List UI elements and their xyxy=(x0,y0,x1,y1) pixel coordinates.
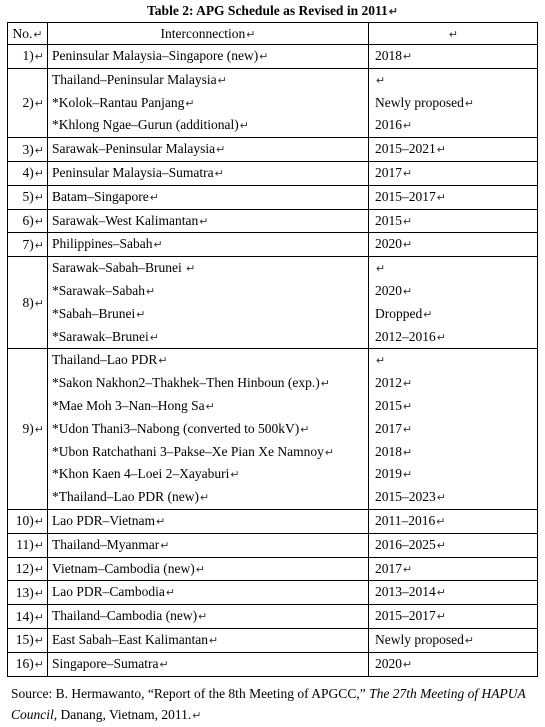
table-row xyxy=(8,628,538,652)
row-number: 12)↵ xyxy=(8,557,48,581)
interconnection-line: *Sakon Nakhon2–Thakhek–Then Hinboun (exp.)↵ xyxy=(52,375,330,391)
row-number: 14)↵ xyxy=(8,605,48,629)
interconnection-cell xyxy=(48,45,369,69)
interconnection-cell xyxy=(48,581,369,605)
table-row xyxy=(8,509,538,533)
interconnection-line: Philippines–Sabah↵ xyxy=(52,236,163,252)
year-line: 2015–2017↵ xyxy=(375,608,446,624)
year-cell xyxy=(369,209,538,233)
header-interconnection: Interconnection↵ xyxy=(48,23,369,45)
interconnection-line: Peninsular Malaysia–Singapore (new)↵ xyxy=(52,48,269,63)
interconnection-cell xyxy=(48,68,369,137)
interconnection-cell xyxy=(48,652,369,676)
interconnection-cell xyxy=(48,257,369,349)
year-line: 2015–2023↵ xyxy=(375,489,446,505)
interconnection-line: Thailand–Cambodia (new)↵ xyxy=(52,608,208,624)
interconnection-line: Thailand–Peninsular Malaysia↵ xyxy=(52,71,227,87)
row-number: 8)↵ xyxy=(8,257,48,349)
row-number: 15)↵ xyxy=(8,628,48,652)
interconnection-line: *Mae Moh 3–Nan–Hong Sa↵ xyxy=(52,397,215,413)
year-line: 2017↵ xyxy=(375,560,413,576)
year-line: 2017↵ xyxy=(375,164,413,180)
table-row xyxy=(8,557,538,581)
row-number: 4)↵ xyxy=(8,161,48,185)
year-line: 2016–2025↵ xyxy=(375,536,446,552)
year-line: 2018↵ xyxy=(375,48,413,63)
year-line: 2011–2016↵ xyxy=(375,512,446,528)
year-cell xyxy=(369,349,538,510)
year-cell xyxy=(369,138,538,162)
year-line: 2015↵ xyxy=(375,397,413,413)
table-row xyxy=(8,349,538,510)
interconnection-line: Singapore–Sumatra↵ xyxy=(52,655,169,671)
year-cell xyxy=(369,628,538,652)
interconnection-line: Sarawak–Sabah–Brunei ↵ xyxy=(52,260,196,276)
year-cell xyxy=(369,652,538,676)
interconnection-line: East Sabah–East Kalimantan↵ xyxy=(52,631,219,647)
year-line: ↵ xyxy=(376,355,386,368)
row-number: 7)↵ xyxy=(8,233,48,257)
header-year: ↵ xyxy=(369,23,538,45)
table-row xyxy=(8,652,538,676)
interconnection-line: *Sarawak–Sabah↵ xyxy=(52,282,156,298)
table-row xyxy=(8,257,538,349)
source-suffix: Danang, Vietnam, 2011. xyxy=(57,707,192,722)
year-line: 2018↵ xyxy=(375,443,413,459)
table-row xyxy=(8,533,538,557)
table-row xyxy=(8,233,538,257)
year-cell xyxy=(369,605,538,629)
table-row xyxy=(8,161,538,185)
interconnection-line: Thailand–Myanmar↵ xyxy=(52,536,170,552)
year-line: 2013–2014↵ xyxy=(375,584,446,600)
interconnection-cell xyxy=(48,605,369,629)
year-line: 2020↵ xyxy=(375,282,413,298)
interconnection-line: *Sarawak–Brunei↵ xyxy=(52,328,159,344)
header-no: No.↵ xyxy=(8,23,48,45)
interconnection-line: Peninsular Malaysia–Sumatra↵ xyxy=(52,164,224,180)
table-row xyxy=(8,605,538,629)
interconnection-cell xyxy=(48,628,369,652)
interconnection-line: Sarawak–Peninsular Malaysia↵ xyxy=(52,141,226,157)
year-cell xyxy=(369,45,538,69)
year-cell xyxy=(369,509,538,533)
apg-schedule-table xyxy=(7,22,538,677)
row-number: 9)↵ xyxy=(8,349,48,510)
interconnection-cell xyxy=(48,209,369,233)
year-line: 2012↵ xyxy=(375,375,413,391)
interconnection-cell xyxy=(48,138,369,162)
year-line: 2016↵ xyxy=(375,117,413,133)
year-cell xyxy=(369,533,538,557)
row-number: 13)↵ xyxy=(8,581,48,605)
interconnection-cell xyxy=(48,161,369,185)
row-number: 5)↵ xyxy=(8,185,48,209)
interconnection-line: *Udon Thani3–Nabong (converted to 500kV)↵ xyxy=(52,420,310,436)
table-row xyxy=(8,185,538,209)
interconnection-line: *Khlong Ngae–Gurun (additional)↵ xyxy=(52,117,249,133)
year-line: 2015–2021↵ xyxy=(375,141,446,157)
interconnection-cell xyxy=(48,557,369,581)
interconnection-cell xyxy=(48,349,369,510)
year-cell xyxy=(369,557,538,581)
year-cell xyxy=(369,185,538,209)
table-row xyxy=(8,138,538,162)
interconnection-cell xyxy=(48,509,369,533)
year-line: 2020↵ xyxy=(375,655,413,671)
table-row xyxy=(8,209,538,233)
source-prefix: Source: B. Hermawanto, “Report of the 8th Meeting of APGCC,” xyxy=(11,686,370,701)
interconnection-line: Lao PDR–Vietnam↵ xyxy=(52,512,166,528)
interconnection-line: Lao PDR–Cambodia↵ xyxy=(52,584,176,600)
interconnection-line: Batam–Singapore↵ xyxy=(52,188,159,204)
table-row xyxy=(8,581,538,605)
interconnection-line: *Khon Kaen 4–Loei 2–Xayaburi↵ xyxy=(52,466,240,482)
row-number: 3)↵ xyxy=(8,138,48,162)
year-line: 2019↵ xyxy=(375,466,413,482)
year-line: Newly proposed↵ xyxy=(375,94,475,110)
row-number: 6)↵ xyxy=(8,209,48,233)
year-line: 2020↵ xyxy=(375,236,413,252)
row-number: 10)↵ xyxy=(8,509,48,533)
interconnection-cell xyxy=(48,233,369,257)
table-body xyxy=(8,45,538,677)
year-cell xyxy=(369,581,538,605)
interconnection-cell xyxy=(48,533,369,557)
interconnection-line: *Sabah–Brunei↵ xyxy=(52,305,146,321)
row-number: 16)↵ xyxy=(8,652,48,676)
interconnection-line: *Kolok–Rantau Panjang↵ xyxy=(52,94,195,110)
table-row xyxy=(8,45,538,69)
year-line: 2015–2017↵ xyxy=(375,188,446,204)
row-number: 11)↵ xyxy=(8,533,48,557)
year-line: Dropped↵ xyxy=(375,305,433,321)
year-line: ↵ xyxy=(376,263,386,276)
table-row xyxy=(8,68,538,137)
year-line: 2017↵ xyxy=(375,420,413,436)
table-header-row xyxy=(8,23,538,45)
year-cell xyxy=(369,233,538,257)
year-line: ↵ xyxy=(376,74,386,87)
source-journal: The 27th Meeting of HAPUA Council, xyxy=(11,686,526,722)
interconnection-line: *Ubon Ratchathani 3–Pakse–Xe Pian Xe Namnoy↵ xyxy=(52,443,335,459)
year-line: 2012–2016↵ xyxy=(375,328,446,344)
interconnection-line: Thailand–Lao PDR↵ xyxy=(52,352,168,368)
year-cell xyxy=(369,161,538,185)
interconnection-line: *Thailand–Lao PDR (new)↵ xyxy=(52,489,210,505)
interconnection-cell xyxy=(48,185,369,209)
row-number: 1)↵ xyxy=(8,45,48,69)
year-line: 2015↵ xyxy=(375,212,413,228)
interconnection-line: Sarawak–West Kalimantan↵ xyxy=(52,212,209,228)
table-title: Table 2: APG Schedule as Revised in 2011↵ xyxy=(147,3,398,18)
year-cell xyxy=(369,68,538,137)
interconnection-line: Vietnam–Cambodia (new)↵ xyxy=(52,560,205,576)
source-citation: Source: B. Hermawanto, “Report of the 8th Meeting of APGCC,” The 27th Meeting of HAPUA Council, Danang, Vietnam, 2011.↵ xyxy=(11,686,526,722)
year-cell xyxy=(369,257,538,349)
row-number: 2)↵ xyxy=(8,68,48,137)
year-line: Newly proposed↵ xyxy=(375,631,475,647)
